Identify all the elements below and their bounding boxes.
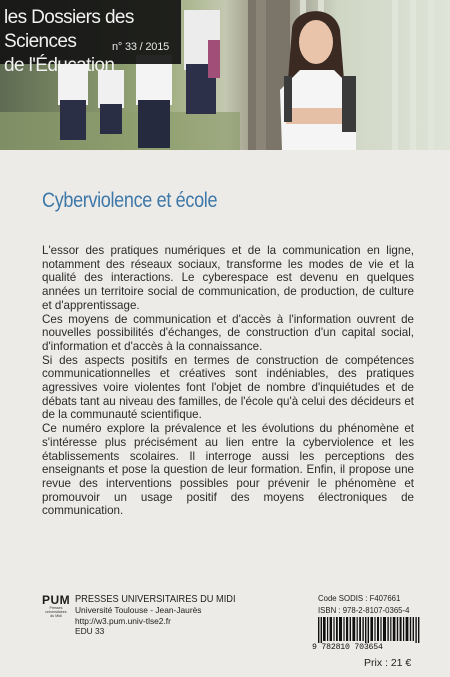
barcode-bars xyxy=(318,617,420,643)
series-title: les Dossiers des Sciences de l'Éducation xyxy=(4,7,134,76)
pum-logo-tagline: Presses universitaires du Midi xyxy=(45,606,67,618)
publisher-edu-code: EDU 33 xyxy=(75,626,105,636)
barcode-icon xyxy=(318,617,420,643)
summary-paragraph-2: Ces moyens de communication et d'accès à l'information ouvrent de nouvelles possibilités d'échanges, de construction d'un capital social, d'information et d'accès à la connaissance. xyxy=(42,312,414,353)
summary-paragraph-4: Ce numéro explore la prévalence et les évolutions du phénomène et s'intéresse plus précisément au lien entre la cyberviolence et les établissements scolaires. Il interroge aussi les perceptions des enseignants et pose la question de leur formation. Enfin, il propose une revue des interventions possibles pour prévenir le phénomène et promouvoir un usage positif des moyens électroniques de communication. xyxy=(42,422,414,518)
issue-number: n° 33 / 2015 xyxy=(112,41,170,53)
sodis-code: Code SODIS : F407661 xyxy=(318,594,401,603)
series-banner xyxy=(0,0,181,76)
publisher-name: PRESSES UNIVERSITAIRES DU MIDI xyxy=(75,593,236,605)
summary-paragraph-1: L'essor des pratiques numériques et de la communication en ligne, notamment des réseaux sociaux, transforme les modes de vie et la qualité des interactions. Le cyberespace est devenu en quelques années un territoire social de communication, de production, de culture et d'apprentissage. xyxy=(42,244,414,312)
price: Prix : 21 € xyxy=(364,657,412,669)
publisher-details xyxy=(75,593,257,637)
back-cover-summary xyxy=(42,244,414,518)
isbn: ISBN : 978-2-8107-0365-4 xyxy=(318,605,410,615)
pum-logo-mark: PUM xyxy=(42,593,71,607)
barcode-digits: 9 782810 703654 xyxy=(312,643,383,652)
book-meta xyxy=(318,593,428,616)
summary-paragraph-3: Si des aspects positifs en termes de construction de compétences communicationnelles et créatives sont indéniables, des pratiques agressives voire violentes font l'objet de nombre d'inquiétudes et de débats tant au niveau des familles, de l'école qu'à celui des décideurs et de la communauté scientifique. xyxy=(42,353,414,422)
cover-photo xyxy=(0,0,450,150)
book-title: Cyberviolence et école xyxy=(42,189,218,212)
pum-logo xyxy=(42,594,70,618)
publisher-url[interactable]: http://w3.pum.univ-tlse2.fr xyxy=(75,615,171,626)
publisher-university: Université Toulouse - Jean-Jaurès xyxy=(75,605,202,615)
publisher-block xyxy=(42,593,262,653)
